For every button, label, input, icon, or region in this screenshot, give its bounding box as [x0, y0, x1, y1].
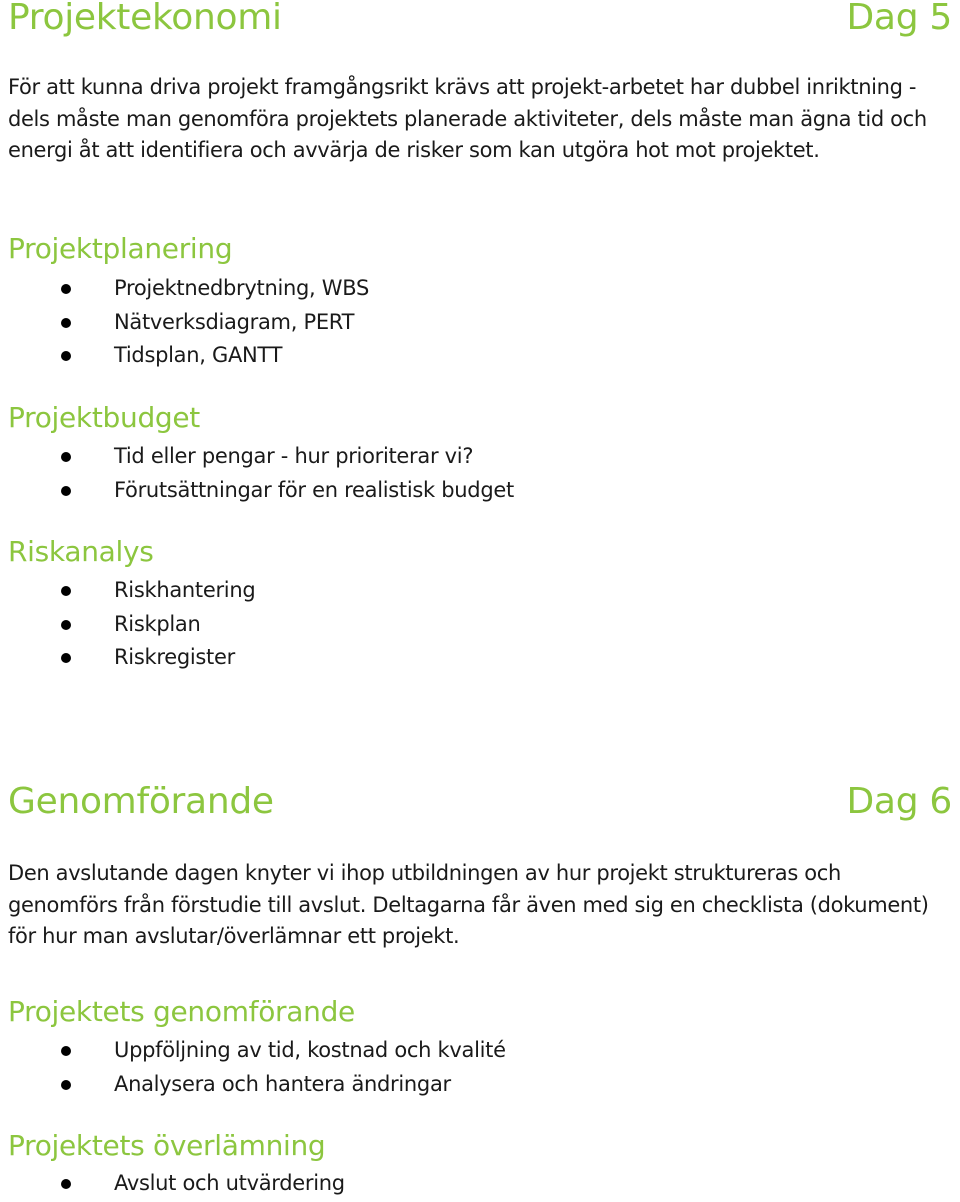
list-item-text: Tidsplan, GANTT: [114, 343, 283, 367]
day6-title: Genomförande: [8, 781, 274, 822]
list-projektplanering: [0, 272, 369, 373]
list-item-text: Projektnedbrytning, WBS: [114, 276, 370, 300]
list-item: [0, 440, 514, 474]
section-heading-projektets-overlamning: Projektets överlämning: [8, 1129, 326, 1162]
list-projektbudget: [0, 440, 514, 507]
list-item-text: Riskregister: [114, 645, 235, 669]
list-item: [0, 306, 369, 340]
list-item: [0, 474, 514, 508]
list-item: [0, 608, 255, 642]
list-item: [0, 574, 255, 608]
bullet-icon: [61, 1179, 71, 1189]
list-riskanalys: [0, 574, 255, 675]
list-item-text: Förutsättningar för en realistisk budget: [114, 477, 514, 502]
day5-title-row: [8, 0, 952, 44]
section-heading-riskanalys: Riskanalys: [8, 535, 154, 568]
bullet-icon: [61, 452, 71, 462]
bullet-icon: [61, 653, 71, 663]
bullet-icon: [61, 1046, 71, 1056]
bullet-icon: [61, 586, 71, 596]
bullet-icon: [61, 486, 71, 496]
list-item-text: Tid eller pengar - hur prioriterar vi?: [114, 444, 474, 468]
bullet-icon: [61, 1080, 71, 1090]
bullet-icon: [61, 318, 71, 328]
day5-title: Projektekonomi: [8, 0, 282, 38]
section-heading-projektets-genomforande: Projektets genomförande: [8, 995, 355, 1028]
list-item: [0, 1034, 506, 1068]
section-heading-projektplanering: Projektplanering: [8, 232, 233, 265]
bullet-icon: [61, 351, 71, 361]
bullet-icon: [61, 284, 71, 294]
list-item-text: Analysera och hantera ändringar: [114, 1071, 451, 1096]
list-item: [0, 1068, 506, 1102]
bullet-icon: [61, 620, 71, 630]
day5-intro: För att kunna driva projekt framgångsrikt krävs att projekt-arbetet har dubbel inriktning - dels måste man genomföra projektets planerade aktiviteter, dels måste man ägna tid och energi åt att identifiera och avvärja de risker som kan utgöra hot mot projektet.: [8, 75, 927, 162]
list-item-text: Nätverksdiagram, PERT: [114, 309, 355, 334]
list-item-text: Uppföljning av tid, kostnad och kvalité: [114, 1038, 506, 1062]
list-projektets-overlamning: [0, 1167, 345, 1201]
day6-day-label: Dag 6: [846, 781, 952, 822]
list-projektets-genomforande: [0, 1034, 506, 1101]
list-item: [0, 272, 369, 306]
day6-intro: Den avslutande dagen knyter vi ihop utbildningen av hur projekt struktureras och genomförs från förstudie till avslut. Deltagarna får även med sig en checklista (dokument) för hur man avslutar/överlämnar ett projekt.: [8, 861, 929, 948]
list-item-text: Avslut och utvärdering: [114, 1171, 345, 1195]
list-item: [0, 1167, 345, 1201]
day6-title-row: [8, 782, 952, 828]
list-item: [0, 641, 255, 675]
day5-day-label: Dag 5: [846, 0, 952, 38]
list-item-text: Riskhantering: [114, 578, 256, 602]
list-item: [0, 339, 369, 373]
list-item-text: Riskplan: [114, 611, 201, 636]
section-heading-projektbudget: Projektbudget: [8, 401, 200, 434]
